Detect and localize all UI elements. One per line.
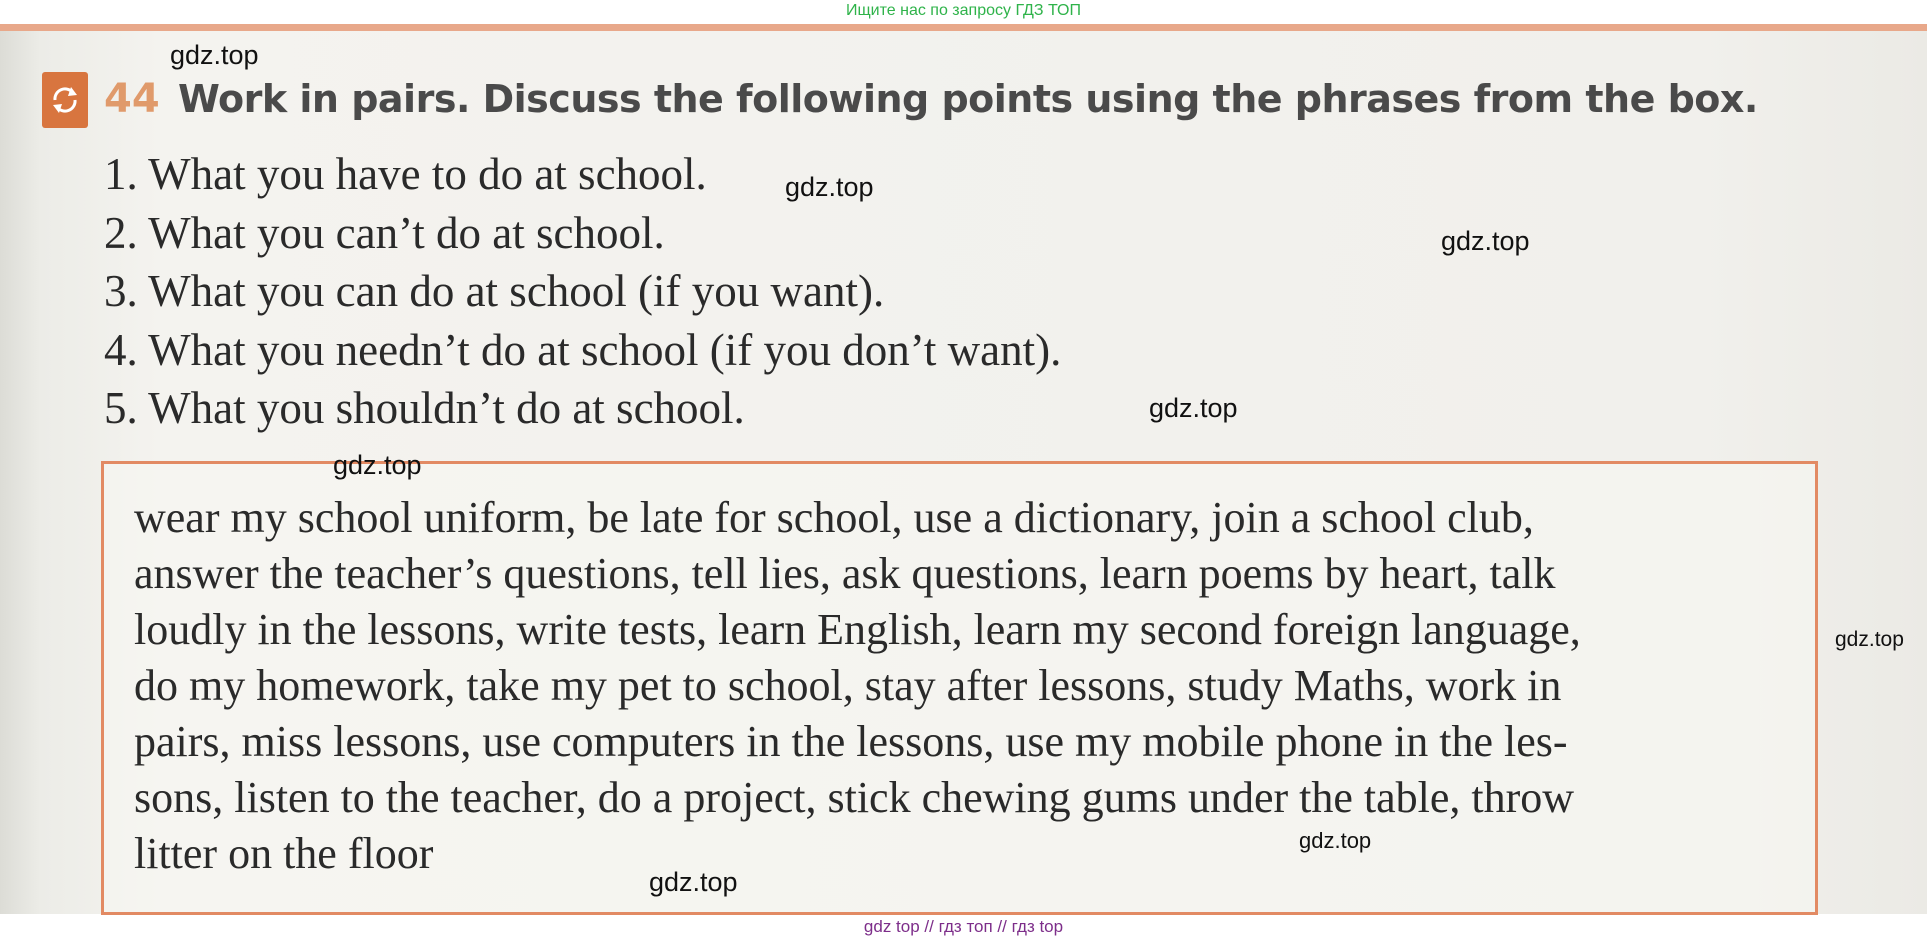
discussion-points-list xyxy=(104,145,1061,438)
phrase-line: do my homework, take my pet to school, stay after lessons, study Maths, work in xyxy=(134,661,1562,710)
phrase-line: loudly in the lessons, write tests, learn English, learn my second foreign language, xyxy=(134,605,1581,654)
discussion-point: 4. What you needn’t do at school (if you don’t want). xyxy=(104,324,1062,375)
phrase-box xyxy=(101,461,1818,915)
phrase-line: sons, listen to the teacher, do a project, stick chewing gums under the table, throw xyxy=(134,773,1575,822)
exercise-heading: Work in pairs. Discuss the following points using the phrases from the box. xyxy=(178,77,1758,121)
exercise-number: 44 xyxy=(104,76,160,122)
discussion-point: 3. What you can do at school (if you want). xyxy=(104,266,885,316)
phrase-line: litter on the floor xyxy=(134,829,434,878)
discussion-point: 5. What you shouldn’t do at school. xyxy=(104,383,745,433)
phrase-line: wear my school uniform, be late for school, use a dictionary, join a school club, xyxy=(134,493,1534,542)
top-banner[interactable]: Ищите нас по запросу ГДЗ ТОП xyxy=(846,2,1081,19)
discussion-point: 2. What you can’t do at school. xyxy=(104,207,665,258)
watermark: gdz.top xyxy=(1149,393,1238,423)
discussion-point: 1. What you have to do at school. xyxy=(104,149,707,199)
watermark: gdz.top xyxy=(333,450,422,480)
watermark: gdz.top xyxy=(649,867,738,897)
watermark: gdz.top xyxy=(1441,226,1530,256)
watermark: gdz.top xyxy=(1299,828,1372,853)
phrase-line: pairs, miss lessons, use computers in the lessons, use my mobile phone in the les- xyxy=(134,717,1568,766)
phrase-line: answer the teacher’s questions, tell lies, ask questions, learn poems by heart, talk xyxy=(134,549,1556,598)
footer-links[interactable]: gdz top // гдз топ // гдз top xyxy=(863,917,1064,936)
refresh-icon xyxy=(42,72,88,128)
watermark: gdz.top xyxy=(170,40,259,70)
watermark: gdz.top xyxy=(1835,628,1904,651)
watermark: gdz.top xyxy=(785,172,874,202)
